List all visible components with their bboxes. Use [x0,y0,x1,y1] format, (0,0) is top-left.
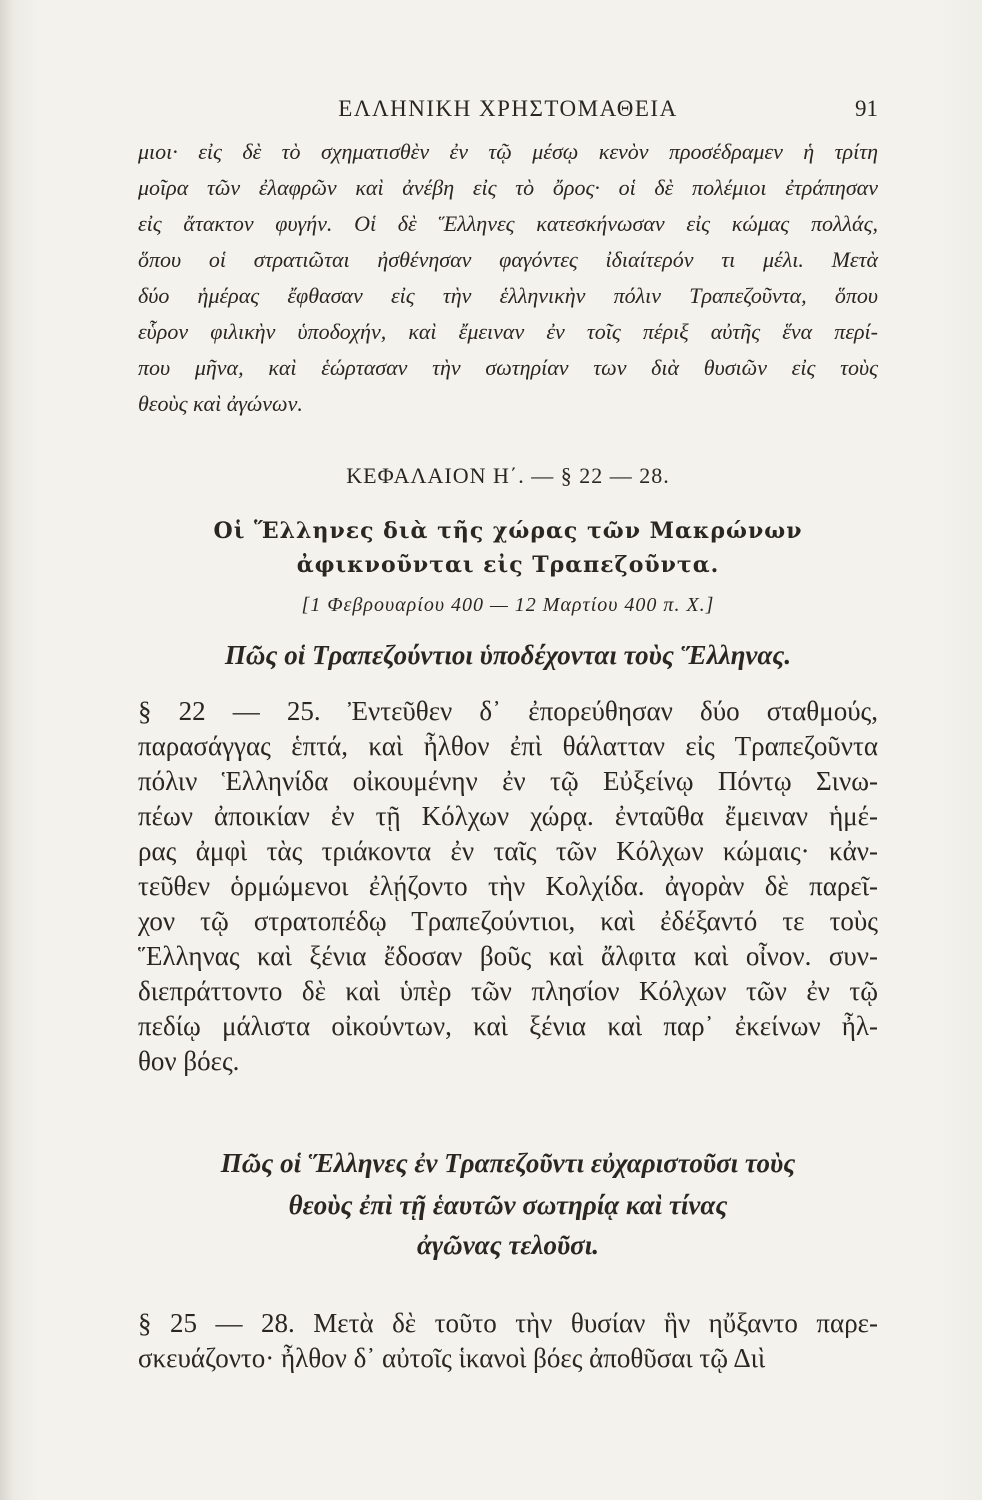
text-line: θον βόες. [138,1046,240,1076]
text-line: που μῆνα, καὶ ἑώρτασαν τὴν σωτηρίαν των διὰ θυσιῶν εἰς τοὺς [138,355,878,380]
text-line: χον τῷ στρατοπέδῳ Τραπεζούντιοι, καὶ ἐδέξαντό τε τοὺς [138,906,878,936]
text-line: θεοὺς καὶ ἀγώνων. [138,391,303,416]
text-line: § 22 — 25. Ἐντεῦθεν δ᾽ ἐπορεύθησαν δύο σταθμούς, [138,696,878,726]
intro-paragraph [138,134,878,422]
text-line: τεῦθεν ὁρμώμενοι ἐλῄζοντο τὴν Κολχίδα. ἀγορὰν δὲ παρεῖ- [138,871,878,901]
chapter-date: [1 Φεβρουαρίου 400 — 12 Μαρτίου 400 π. Χ.] [301,594,715,616]
running-title: ΕΛΛΗΝΙΚΗ ΧΡΗΣΤΟΜΑΘΕΙΑ [338,96,678,121]
text-line: δύο ἡμέρας ἔφθασαν εἰς τὴν ἑλληνικὴν πόλιν Τραπεζοῦντα, ὅπου [138,283,878,308]
chapter-title-line-2: ἀφικνοῦνται εἰς Τραπεζοῦντα. [296,552,720,578]
text-line: § 25 — 28. Μετὰ δὲ τοῦτο τὴν θυσίαν ἣν ηὔξαντο παρε- [138,1308,878,1338]
section-2-paragraph [138,1306,878,1376]
text-line: παρασάγγας ἑπτά, καὶ ἦλθον ἐπὶ θάλατταν εἰς Τραπεζοῦντα [138,731,878,761]
text-line: εἰς ἄτακτον φυγήν. Οἱ δὲ Ἕλληνες κατεσκήνωσαν εἰς κώμας πολλάς, [138,211,878,236]
section-2-heading-line-2: θεοὺς ἐπὶ τῇ ἑαυτῶν σωτηρίᾳ καὶ τίνας [288,1190,728,1220]
section-2-heading-line-1: Πῶς οἱ Ἕλληνες ἐν Τραπεζοῦντι εὐχαριστοῦσι τοὺς [220,1148,796,1178]
text-line: μιοι· εἰς δὲ τὸ σχηματισθὲν ἐν τῷ μέσῳ κενὸν προσέδραμεν ἡ τρίτη [138,139,878,164]
text-line: πέων ἀποικίαν ἐν τῇ Κόλχων χώρᾳ. ἐνταῦθα ἔμειναν ἡμέ- [138,801,878,831]
text-line: ρας ἀμφὶ τὰς τριάκοντα ἐν ταῖς τῶν Κόλχων κώμαις· κἀν- [138,836,878,866]
text-line: πεδίῳ μάλιστα οἰκούντων, καὶ ξένια καὶ παρ᾽ ἐκείνων ἦλ- [138,1011,878,1041]
chapter-title-line-1: Οἱ Ἕλληνες διὰ τῆς χώρας τῶν Μακρώνων [213,518,803,544]
text-line: μοῖρα τῶν ἐλαφρῶν καὶ ἀνέβη εἰς τὸ ὄρος· οἱ δὲ πολέμιοι ἐτράπησαν [138,175,878,200]
text-line: εὗρον φιλικὴν ὑποδοχήν, καὶ ἔμειναν ἐν τοῖς πέριξ αὐτῆς ἕνα περί- [138,319,878,344]
text-line: πόλιν Ἑλληνίδα οἰκουμένην ἐν τῷ Εὐξείνῳ Πόντῳ Σινω- [138,766,878,796]
text-line: σκευάζοντο· ἦλθον δ᾽ αὐτοῖς ἱκανοὶ βόες ἀποθῦσαι τῷ Διὶ [138,1343,766,1373]
section-1-paragraph [138,694,878,1079]
page-number: 91 [855,96,878,121]
page-header [138,92,878,126]
text-line: διεπράττοντο δὲ καὶ ὑπὲρ τῶν πλησίον Κόλχων τῶν ἐν τῷ [138,976,878,1006]
text-line: Ἕλληνας καὶ ξένια ἔδοσαν βοῦς καὶ ἄλφιτα καὶ οἶνον. συν- [138,941,878,971]
section-1-heading: Πῶς οἱ Τραπεζούντιοι ὑποδέχονται τοὺς Ἕλληνας. [224,640,792,670]
chapter-heading: ΚΕΦΑΛΑΙΟΝ Η΄. — § 22 — 28. [346,463,670,488]
section-2-heading-line-3: ἀγῶνας τελοῦσι. [417,1230,599,1260]
text-line: ὅπου οἱ στρατιῶται ἠσθένησαν φαγόντες ἰδιαίτερόν τι μέλι. Μετὰ [138,247,878,272]
